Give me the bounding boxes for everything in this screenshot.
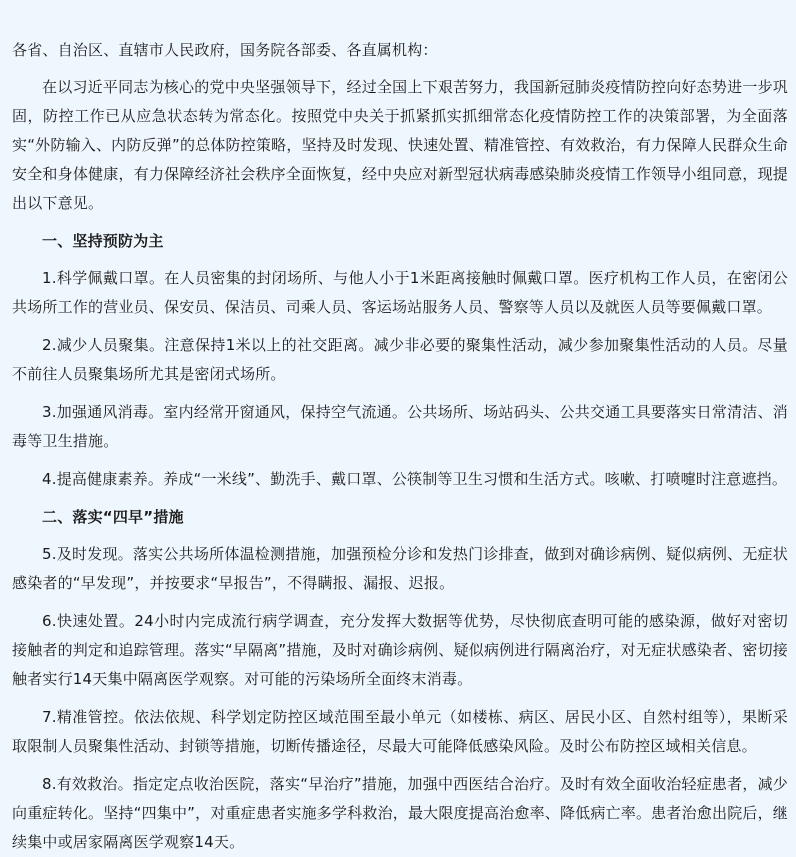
list-item-ventilation: 3.加强通风消毒。室内经常开窗通风，保持空气流通。公共场所、场站码头、公共交通工具要落实日常清洁、消毒等卫生措施。 [12,403,788,450]
list-item-precise-control: 7.精准管控。依法依规、科学划定防控区域范围至最小单元（如楼栋、病区、居民小区、自然村组等），果断采取限制人员聚集性活动、封锁等措施，切断传播途径，尽最大可能降低感染风险。及时公布防控区域相关信息。 [12,708,788,755]
section-heading-prevention: 一、坚持预防为主 [42,232,164,250]
intro-paragraph: 在以习近平同志为核心的党中央坚强领导下，经过全国上下艰苦努力，我国新冠肺炎疫情防控向好态势进一步巩固，防控工作已从应急状态转为常态化。按照党中央关于抓紧抓实抓细常态化疫情防控工作的决策部署，为全面落实“外防输入、内防反弹”的总体防控策略，坚持及时发现、快速处置、精准管控、有效救治，有力保障人民群众生命安全和身体健康，有力保障经济社会秩序全面恢复，经中央应对新型冠状病毒感染肺炎疫情工作领导小组同意，现提出以下意见。 [12,78,788,212]
list-item-mask: 1.科学佩戴口罩。在人员密集的封闭场所、与他人小于1米距离接触时佩戴口罩。医疗机构工作人员，在密闭公共场所工作的营业员、保安员、保洁员、司乘人员、客运场站服务人员、警察等人员以及就医人员等要佩戴口罩。 [12,269,788,316]
list-item-health-literacy: 4.提高健康素养。养成“一米线”、勤洗手、戴口罩、公筷制等卫生习惯和生活方式。咳嗽、打喷嚏时注意遮挡。 [42,470,788,488]
list-item-gathering: 2.减少人员聚集。注意保持1米以上的社交距离。减少非必要的聚集性活动，减少参加聚集性活动的人员。尽量不前往人员聚集场所尤其是密闭式场所。 [12,336,788,383]
section-heading-four-early: 二、落实“四早”措施 [42,508,184,526]
list-item-effective-treatment: 8.有效救治。指定定点收治医院，落实“早治疗”措施，加强中西医结合治疗。及时有效全面收治轻症患者，减少向重症转化。坚持“四集中”，对重症患者实施多学科救治，最大限度提高治愈率、降低病亡率。患者治愈出院后，继续集中或居家隔离医学观察14天。 [12,775,788,851]
salutation: 各省、自治区、直辖市人民政府，国务院各部委、各直属机构： [12,41,438,59]
list-item-rapid-response: 6.快速处置。24小时内完成流行病学调查，充分发挥大数据等优势，尽快彻底查明可能的感染源，做好对密切接触者的判定和追踪管理。落实“早隔离”措施，及时对确诊病例、疑似病例进行隔离治疗，对无症状感染者、密切接触者实行14天集中隔离医学观察。对可能的污染场所全面终末消毒。 [12,612,788,688]
list-item-early-detection: 5.及时发现。落实公共场所体温检测措施，加强预检分诊和发热门诊排查，做到对确诊病例、疑似病例、无症状感染者的“早发现”，并按要求“早报告”，不得瞒报、漏报、迟报。 [12,545,788,592]
